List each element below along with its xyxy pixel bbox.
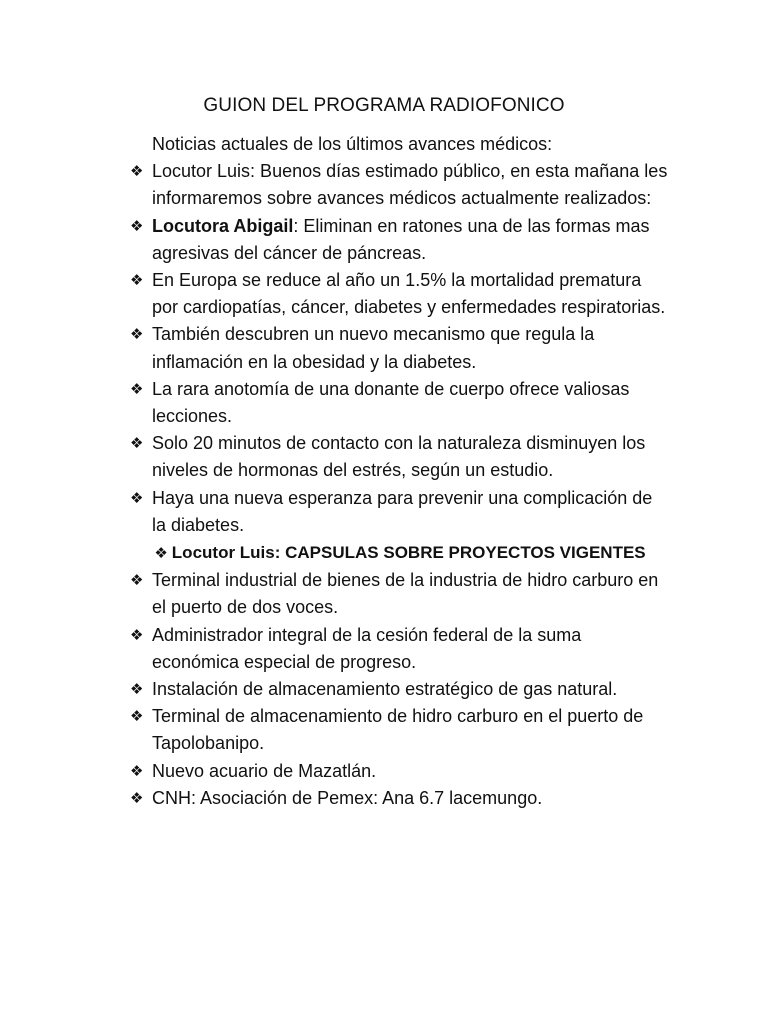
- item-text: CNH: Asociación de Pemex: Ana 6.7 lacemungo.: [152, 787, 543, 808]
- document-body: [130, 131, 670, 812]
- list-item: [130, 703, 670, 757]
- list-item: [130, 785, 670, 812]
- list-item: [130, 430, 670, 484]
- list-item: [130, 485, 670, 539]
- diamond-bullet-icon: ❖: [130, 681, 144, 699]
- diamond-bullet-icon: ❖: [154, 545, 168, 563]
- section-subheading: [130, 539, 670, 567]
- item-text: Terminal de almacenamiento de hidro carburo en el puerto de Tapolobanipo.: [152, 706, 644, 754]
- document-title: GUION DEL PROGRAMA RADIOFONICO: [203, 95, 565, 116]
- list-item: [130, 321, 670, 375]
- diamond-bullet-icon: ❖: [130, 572, 144, 590]
- news-list: [130, 158, 670, 812]
- diamond-bullet-icon: ❖: [130, 708, 144, 726]
- item-text: Administrador integral de la cesión federal de la suma económica especial de progreso.: [152, 624, 582, 672]
- list-item: [130, 622, 670, 676]
- list-item: [130, 267, 670, 321]
- diamond-bullet-icon: ❖: [130, 489, 144, 507]
- list-item: [130, 567, 670, 621]
- list-item: [130, 158, 670, 212]
- list-item: [130, 213, 670, 267]
- item-text: : Eliminan en ratones una de las formas mas agresivas del cáncer de páncreas.: [152, 215, 650, 263]
- intro-text: Noticias actuales de los últimos avances médicos:: [152, 134, 553, 154]
- item-text: Instalación de almacenamiento estratégico de gas natural.: [152, 679, 618, 700]
- item-text: Locutor Luis: Buenos días estimado público, en esta mañana les informaremos sobre avances médicos actualmente realizados:: [152, 161, 668, 209]
- diamond-bullet-icon: ❖: [130, 326, 144, 344]
- item-text: Nuevo acuario de Mazatlán.: [152, 760, 377, 781]
- diamond-bullet-icon: ❖: [130, 762, 144, 780]
- subheading-text: Locutor Luis: CAPSULAS SOBRE PROYECTOS VIGENTES: [171, 543, 646, 563]
- diamond-bullet-icon: ❖: [130, 163, 144, 181]
- item-text: La rara anotomía de una donante de cuerpo ofrece valiosas lecciones.: [152, 378, 630, 427]
- item-text: Solo 20 minutos de contacto con la naturaleza disminuyen los niveles de hormonas del estrés, según un estudio.: [152, 433, 646, 481]
- item-text: También descubren un nuevo mecanismo que regula la inflamación en la obesidad y la diabetes.: [152, 324, 595, 372]
- item-text: Terminal industrial de bienes de la industria de hidro carburo en el puerto de dos voces.: [152, 570, 659, 618]
- item-text: Haya una nueva esperanza para prevenir una complicación de la diabetes.: [152, 487, 653, 535]
- diamond-bullet-icon: ❖: [130, 272, 144, 290]
- list-item: [130, 376, 670, 430]
- diamond-bullet-icon: ❖: [130, 435, 144, 453]
- item-text: En Europa se reduce al año un 1.5% la mortalidad prematura por cardiopatías, cáncer, diabetes y enfermedades respiratorias.: [152, 270, 666, 318]
- speaker-name: Locutora Abigail: [152, 215, 294, 236]
- list-item: [130, 758, 670, 785]
- list-item: [130, 676, 670, 703]
- diamond-bullet-icon: ❖: [130, 789, 144, 807]
- diamond-bullet-icon: ❖: [130, 626, 144, 644]
- diamond-bullet-icon: ❖: [130, 380, 144, 398]
- diamond-bullet-icon: ❖: [130, 217, 144, 235]
